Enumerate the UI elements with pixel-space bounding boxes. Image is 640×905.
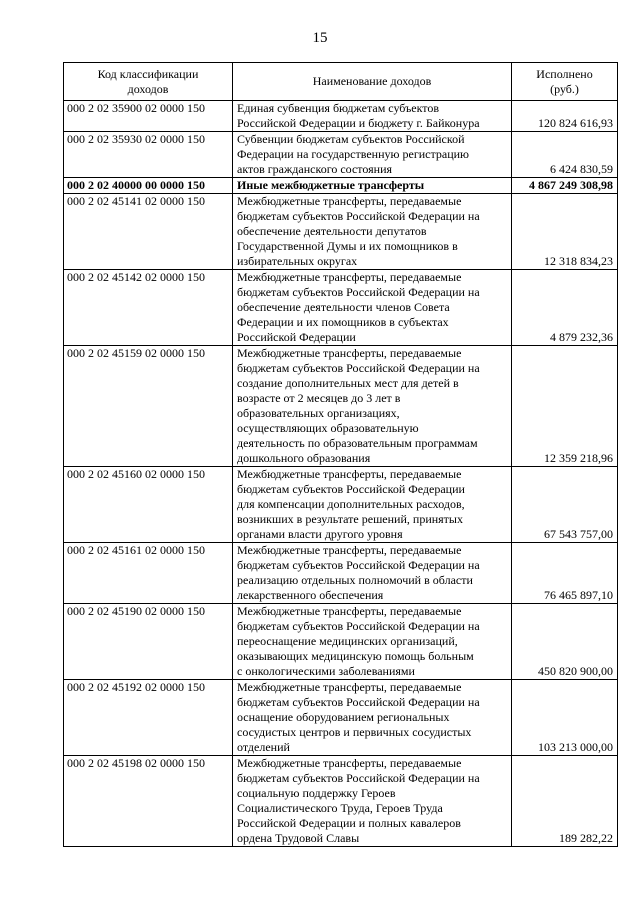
- header-amount-line: (руб.): [550, 81, 579, 96]
- revenue-name-line: деятельность по образовательным программам: [237, 436, 478, 450]
- header-amount: [512, 63, 618, 101]
- classification-code: 000 2 02 45161 02 0000 150: [64, 543, 233, 604]
- revenue-name-line: Межбюджетные трансферты, передаваемые: [237, 680, 462, 694]
- revenue-name-line: возрасте от 2 месяцев до 3 лет в: [237, 391, 401, 405]
- revenue-name-line: создание дополнительных мест для детей в: [237, 376, 459, 390]
- executed-amount: 4 867 249 308,98: [512, 178, 618, 194]
- revenue-name-line: социальную поддержку Героев: [237, 786, 396, 800]
- revenue-name-line: бюджетам субъектов Российской Федерации на: [237, 619, 480, 633]
- revenue-name-line: оснащение оборудованием региональных: [237, 710, 450, 724]
- revenue-name-line: Межбюджетные трансферты, передаваемые: [237, 346, 462, 360]
- revenue-name: [233, 101, 512, 132]
- classification-code: 000 2 02 35930 02 0000 150: [64, 132, 233, 178]
- revenue-name-line: Межбюджетные трансферты, передаваемые: [237, 194, 462, 208]
- table-row: [64, 467, 618, 543]
- revenue-name-line: избирательных округах: [237, 254, 358, 268]
- executed-amount: 450 820 900,00: [512, 604, 618, 680]
- executed-amount: 4 879 232,36: [512, 270, 618, 346]
- revenue-name-line: дошкольного образования: [237, 451, 371, 465]
- table-row: [64, 604, 618, 680]
- revenue-name-line: отделений: [237, 740, 290, 754]
- revenue-name: [233, 467, 512, 543]
- revenue-name-line: обеспечение деятельности членов Совета: [237, 300, 450, 314]
- table-row: [64, 680, 618, 756]
- revenue-name: [233, 346, 512, 467]
- revenue-name-line: Межбюджетные трансферты, передаваемые: [237, 543, 462, 557]
- classification-code: 000 2 02 35900 02 0000 150: [64, 101, 233, 132]
- executed-amount: 103 213 000,00: [512, 680, 618, 756]
- revenue-name-line: бюджетам субъектов Российской Федерации: [237, 482, 465, 496]
- revenue-name-line: лекарственного обеспечения: [237, 588, 384, 602]
- table-row: [64, 543, 618, 604]
- executed-amount: 189 282,22: [512, 756, 618, 847]
- revenue-name-line: обеспечение деятельности депутатов: [237, 224, 427, 238]
- revenue-name-line: Единая субвенция бюджетам субъектов: [237, 101, 440, 115]
- revenue-name-line: бюджетам субъектов Российской Федерации на: [237, 361, 480, 375]
- table-header-row: [64, 63, 618, 101]
- classification-code: 000 2 02 45190 02 0000 150: [64, 604, 233, 680]
- revenue-name-line: реализацию отдельных полномочий в области: [237, 573, 473, 587]
- table-row: [64, 346, 618, 467]
- classification-code: 000 2 02 45141 02 0000 150: [64, 194, 233, 270]
- revenue-name-line: бюджетам субъектов Российской Федерации на: [237, 285, 480, 299]
- revenue-name-line: Субвенции бюджетам субъектов Российской: [237, 132, 465, 146]
- revenue-name-line: сосудистых центров и первичных сосудистых: [237, 725, 472, 739]
- revenue-name-line: Российской Федерации и полных кавалеров: [237, 816, 461, 830]
- revenue-name-line: Межбюджетные трансферты, передаваемые: [237, 756, 462, 770]
- revenue-name-line: переоснащение медицинских организаций,: [237, 634, 458, 648]
- revenue-name: [233, 194, 512, 270]
- table-row: [64, 101, 618, 132]
- header-code-line: доходов: [127, 81, 169, 96]
- revenue-name-line: ордена Трудовой Славы: [237, 831, 360, 845]
- table-body: [64, 101, 618, 847]
- revenue-name-line: Государственной Думы и их помощников в: [237, 239, 458, 253]
- revenue-name: [233, 270, 512, 346]
- revenue-name: [233, 756, 512, 847]
- classification-code: 000 2 02 45159 02 0000 150: [64, 346, 233, 467]
- table-row: [64, 270, 618, 346]
- revenue-name-line: для компенсации дополнительных расходов,: [237, 497, 465, 511]
- revenue-name: [233, 132, 512, 178]
- classification-code: 000 2 02 45160 02 0000 150: [64, 467, 233, 543]
- table-row: [64, 178, 618, 194]
- table-row: [64, 194, 618, 270]
- revenue-name-line: органами власти другого уровня: [237, 527, 403, 541]
- revenue-name: [233, 178, 512, 194]
- table-row: [64, 132, 618, 178]
- classification-code: 000 2 02 45198 02 0000 150: [64, 756, 233, 847]
- revenue-name-line: бюджетам субъектов Российской Федерации на: [237, 771, 480, 785]
- revenue-name-line: Межбюджетные трансферты, передаваемые: [237, 270, 462, 284]
- revenue-name-line: бюджетам субъектов Российской Федерации на: [237, 558, 480, 572]
- executed-amount: 76 465 897,10: [512, 543, 618, 604]
- revenue-name-line: Межбюджетные трансферты, передаваемые: [237, 467, 462, 481]
- revenue-name-line: возникших в результате решений, принятых: [237, 512, 463, 526]
- revenue-name-line: оказывающих медицинскую помощь больным: [237, 649, 474, 663]
- header-code: [64, 63, 233, 101]
- revenue-name-line: бюджетам субъектов Российской Федерации на: [237, 695, 480, 709]
- revenue-name-line: Российской Федерации и бюджету г. Байконура: [237, 116, 480, 130]
- revenue-name-line: Российской Федерации: [237, 330, 356, 344]
- revenue-name: [233, 543, 512, 604]
- page-number: 15: [312, 30, 328, 46]
- executed-amount: 67 543 757,00: [512, 467, 618, 543]
- revenue-name-line: актов гражданского состояния: [237, 162, 393, 176]
- classification-code: 000 2 02 45142 02 0000 150: [64, 270, 233, 346]
- revenue-name-line: Социалистического Труда, Героев Труда: [237, 801, 443, 815]
- table-row: [64, 756, 618, 847]
- revenue-name-line: Межбюджетные трансферты, передаваемые: [237, 604, 462, 618]
- executed-amount: 120 824 616,93: [512, 101, 618, 132]
- executed-amount: 12 359 218,96: [512, 346, 618, 467]
- revenue-name-line: Иные межбюджетные трансферты: [237, 178, 425, 192]
- revenue-name-line: Федерации на государственную регистрацию: [237, 147, 470, 161]
- revenue-name: [233, 680, 512, 756]
- revenue-name-line: осуществляющих образовательную: [237, 421, 419, 435]
- revenue-name-line: с онкологическими заболеваниями: [237, 664, 415, 678]
- revenue-name-line: Федерации и их помощников в субъектах: [237, 315, 449, 329]
- classification-code: 000 2 02 40000 00 0000 150: [64, 178, 233, 194]
- executed-amount: 12 318 834,23: [512, 194, 618, 270]
- header-amount-line: Исполнено: [536, 66, 593, 81]
- executed-amount: 6 424 830,59: [512, 132, 618, 178]
- revenue-table: [63, 62, 618, 847]
- revenue-name-line: бюджетам субъектов Российской Федерации на: [237, 209, 480, 223]
- revenue-name-line: образовательных организациях,: [237, 406, 400, 420]
- header-code-line: Код классификации: [97, 66, 199, 81]
- revenue-name: [233, 604, 512, 680]
- classification-code: 000 2 02 45192 02 0000 150: [64, 680, 233, 756]
- header-name: Наименование доходов: [233, 63, 512, 101]
